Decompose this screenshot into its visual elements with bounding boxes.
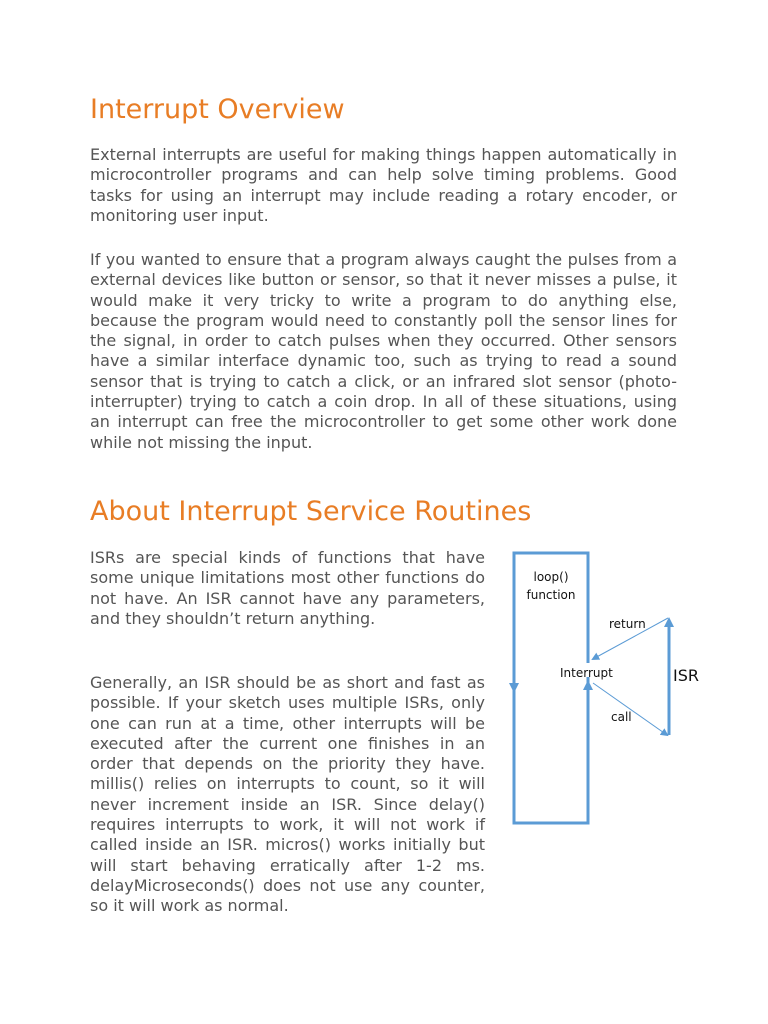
isr-label: ISR: [673, 666, 699, 685]
isr-paragraph-2: Generally, an ISR should be as short and fast as possible. If your sketch uses multiple ISRs, only one can run at a time, other interrupts will be executed after the current one finishes in an order that depends on the priority they have. millis() relies on interrupts to count, so it will never increment inside an ISR. Since delay() requires interrupts to work, it will not work if called inside an ISR. micros() works initially but will start behaving erratically after 1-2 ms. delayMicroseconds() does not use any counter, so it will work as normal.: [90, 673, 485, 916]
isr-flow-diagram: [505, 545, 725, 830]
interrupt-label: Interrupt: [560, 666, 613, 680]
isr-paragraph-1: ISRs are special kinds of functions that have some unique limitations most other functions do not have. An ISR cannot have any parameters, and they shouldn’t return anything.: [90, 548, 485, 628]
section-heading-interrupt-overview: Interrupt Overview: [90, 94, 345, 125]
loop-function-label-line1: loop(): [533, 570, 569, 584]
loop-up-arrow: [583, 680, 593, 690]
overview-paragraph-2: If you wanted to ensure that a program always caught the pulses from a external devices like button or sensor, so that it never misses a pulse, it would make it very tricky to write a program to do anything else, because the program would need to constantly poll the sensor lines for the signal, in order to catch pulses when they occurred. Other sensors have a similar interface dynamic too, such as trying to read a sound sensor that is trying to catch a click, or an infrared slot sensor (photo-interrupter) trying to catch a coin drop. In all of these situations, using an interrupt can free the microcontroller to get some other work done while not missing the input.: [90, 250, 677, 452]
overview-paragraph-1: External interrupts are useful for making things happen automatically in microcontroller programs and can help solve timing problems. Good tasks for using an interrupt may include reading a rotary encoder, or monitoring user input.: [90, 145, 677, 225]
loop-down-arrow: [509, 683, 519, 693]
loop-function-label-line2: function: [526, 588, 576, 602]
isr-arrow-head: [664, 617, 674, 627]
call-arrow: [593, 683, 667, 735]
section-heading-isr: About Interrupt Service Routines: [90, 496, 532, 527]
call-label: call: [611, 710, 632, 724]
return-label: return: [609, 617, 646, 631]
